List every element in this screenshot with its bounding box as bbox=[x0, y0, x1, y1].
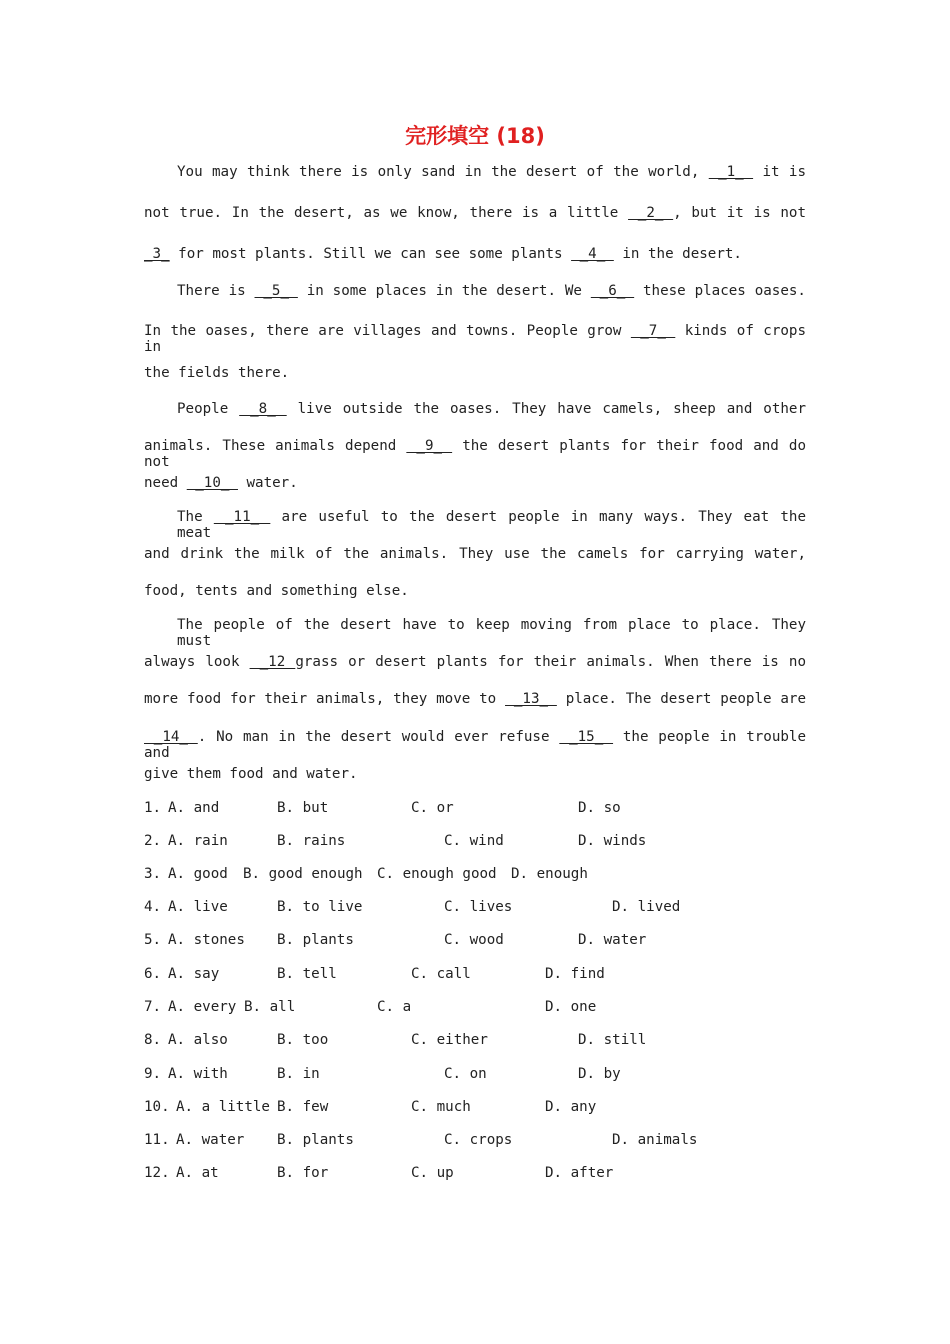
passage-line bbox=[144, 509, 806, 541]
blank-9[interactable]: _9_ bbox=[406, 438, 453, 454]
option-b[interactable]: B. few bbox=[277, 1099, 329, 1115]
blank-1[interactable]: _1_ bbox=[708, 164, 754, 180]
option-c[interactable]: C. up bbox=[411, 1165, 454, 1181]
blank-14[interactable]: _14_ bbox=[144, 729, 198, 745]
option-c[interactable]: C. on bbox=[444, 1066, 487, 1082]
page-title: 完形填空 (18) bbox=[405, 124, 545, 148]
passage-line: the fields there. bbox=[144, 365, 290, 381]
passage-line bbox=[144, 438, 806, 470]
option-c[interactable]: C. lives bbox=[444, 899, 513, 915]
text: grass or desert plants for their animals. When there is no bbox=[295, 654, 806, 670]
text: In the oases, there are villages and towns. People grow bbox=[144, 323, 622, 339]
text: place. The desert people are bbox=[565, 691, 806, 707]
question-number: 6. bbox=[144, 966, 162, 982]
passage-line: The people of the desert have to keep moving from place to place. They must bbox=[177, 617, 806, 649]
option-d[interactable]: D. water bbox=[578, 932, 647, 948]
option-a[interactable]: A. every bbox=[168, 999, 237, 1015]
text: these places oases. bbox=[643, 283, 806, 299]
text: , but it is not bbox=[673, 205, 807, 221]
passage-line bbox=[144, 164, 806, 180]
text: The bbox=[177, 509, 203, 525]
text: always look bbox=[144, 654, 240, 670]
option-d[interactable]: D. lived bbox=[612, 899, 681, 915]
option-b[interactable]: B. rains bbox=[277, 833, 346, 849]
passage-line: give them food and water. bbox=[144, 766, 358, 782]
question-number: 2. bbox=[144, 833, 162, 849]
option-a[interactable]: A. live bbox=[168, 899, 228, 915]
option-d[interactable]: D. enough bbox=[511, 866, 588, 882]
text: in some places in the desert. We bbox=[306, 283, 582, 299]
passage-line bbox=[144, 323, 806, 355]
text: more food for their animals, they move to bbox=[144, 691, 497, 707]
option-d[interactable]: D. animals bbox=[612, 1132, 698, 1148]
option-c[interactable]: C. either bbox=[411, 1032, 488, 1048]
option-c[interactable]: C. enough good bbox=[377, 866, 497, 882]
blank-7[interactable]: _7_ bbox=[630, 323, 676, 339]
option-c[interactable]: C. crops bbox=[444, 1132, 513, 1148]
option-a[interactable]: A. also bbox=[168, 1032, 228, 1048]
blank-13[interactable]: _13_ bbox=[505, 691, 557, 707]
blank-6[interactable]: _6_ bbox=[590, 283, 635, 299]
text: the people in trouble and bbox=[144, 729, 807, 761]
question-number: 7. bbox=[144, 999, 162, 1015]
passage-line bbox=[144, 283, 806, 299]
text: need bbox=[144, 475, 179, 491]
option-c[interactable]: C. much bbox=[411, 1099, 471, 1115]
text: live outside the oases. They have camels, sheep and other bbox=[297, 401, 807, 417]
option-b[interactable]: B. too bbox=[277, 1032, 329, 1048]
option-b[interactable]: B. but bbox=[277, 800, 329, 816]
option-a[interactable]: A. say bbox=[168, 966, 220, 982]
option-b[interactable]: B. plants bbox=[277, 1132, 354, 1148]
blank-10[interactable]: _10_ bbox=[186, 475, 238, 491]
option-a[interactable]: A. with bbox=[168, 1066, 228, 1082]
question-number: 11. bbox=[144, 1132, 170, 1148]
option-d[interactable]: D. find bbox=[545, 966, 605, 982]
text: You may think there is only sand in the desert of the world, bbox=[177, 164, 700, 180]
question-number: 10. bbox=[144, 1099, 170, 1115]
option-d[interactable]: D. after bbox=[545, 1165, 614, 1181]
question-number: 4. bbox=[144, 899, 162, 915]
option-c[interactable]: C. or bbox=[411, 800, 454, 816]
text: not true. In the desert, as we know, there is a little bbox=[144, 205, 619, 221]
option-c[interactable]: C. wood bbox=[444, 932, 504, 948]
text: for most plants. Still we can see some plants bbox=[178, 246, 563, 262]
option-a[interactable]: A. good bbox=[168, 866, 228, 882]
option-c[interactable]: C. call bbox=[411, 966, 471, 982]
option-d[interactable]: D. winds bbox=[578, 833, 647, 849]
blank-11[interactable]: _11_ bbox=[213, 509, 271, 525]
option-c[interactable]: C. a bbox=[377, 999, 412, 1015]
text: the desert plants for their food and do not bbox=[144, 438, 806, 470]
text: animals. These animals depend bbox=[144, 438, 397, 454]
text: in the desert. bbox=[622, 246, 742, 262]
option-b[interactable]: B. tell bbox=[277, 966, 337, 982]
option-a[interactable]: A. rain bbox=[168, 833, 228, 849]
blank-15[interactable]: _15_ bbox=[559, 729, 614, 745]
option-b[interactable]: B. in bbox=[277, 1066, 320, 1082]
text: water. bbox=[246, 475, 298, 491]
passage-line bbox=[144, 654, 806, 670]
passage-line bbox=[144, 246, 806, 262]
question-number: 8. bbox=[144, 1032, 162, 1048]
option-b[interactable]: B. good enough bbox=[243, 866, 363, 882]
option-a[interactable]: A. water bbox=[176, 1132, 245, 1148]
passage-line bbox=[144, 205, 806, 221]
passage-line bbox=[144, 475, 806, 491]
text: are useful to the desert people in many ways. They eat the meat bbox=[177, 509, 806, 541]
option-b[interactable]: B. plants bbox=[277, 932, 354, 948]
passage-line bbox=[144, 401, 806, 417]
option-d[interactable]: D. any bbox=[545, 1099, 597, 1115]
blank-8[interactable]: _8_ bbox=[239, 401, 287, 417]
text: it is bbox=[762, 164, 806, 180]
option-a[interactable]: A. a little bbox=[176, 1099, 270, 1115]
question-number: 3. bbox=[144, 866, 162, 882]
text: There is bbox=[177, 283, 246, 299]
option-b[interactable]: B. to live bbox=[277, 899, 363, 915]
blank-4[interactable]: _4_ bbox=[571, 246, 614, 262]
option-b[interactable]: B. for bbox=[277, 1165, 329, 1181]
question-number: 12. bbox=[144, 1165, 170, 1181]
passage-line bbox=[144, 691, 806, 707]
option-c[interactable]: C. wind bbox=[444, 833, 504, 849]
passage-line: and drink the milk of the animals. They use the camels for carrying water, bbox=[144, 546, 806, 562]
text: kinds of crops in bbox=[144, 323, 806, 355]
text: People bbox=[177, 401, 229, 417]
question-number: 5. bbox=[144, 932, 162, 948]
question-number: 9. bbox=[144, 1066, 162, 1082]
option-a[interactable]: A. at bbox=[176, 1165, 219, 1181]
option-b[interactable]: B. all bbox=[244, 999, 296, 1015]
passage-line: food, tents and something else. bbox=[144, 583, 409, 599]
option-a[interactable]: A. and bbox=[168, 800, 220, 816]
option-d[interactable]: D. still bbox=[578, 1032, 647, 1048]
blank-3[interactable]: _3_ bbox=[144, 246, 170, 262]
option-a[interactable]: A. stones bbox=[168, 932, 245, 948]
blank-12[interactable]: _12 bbox=[249, 654, 296, 670]
option-d[interactable]: D. one bbox=[545, 999, 597, 1015]
passage-line bbox=[144, 729, 806, 761]
option-d[interactable]: D. so bbox=[578, 800, 621, 816]
text: . No man in the desert would ever refuse bbox=[197, 729, 550, 745]
blank-2[interactable]: _2_ bbox=[628, 205, 674, 221]
option-d[interactable]: D. by bbox=[578, 1066, 621, 1082]
blank-5[interactable]: _5_ bbox=[254, 283, 298, 299]
question-number: 1. bbox=[144, 800, 162, 816]
